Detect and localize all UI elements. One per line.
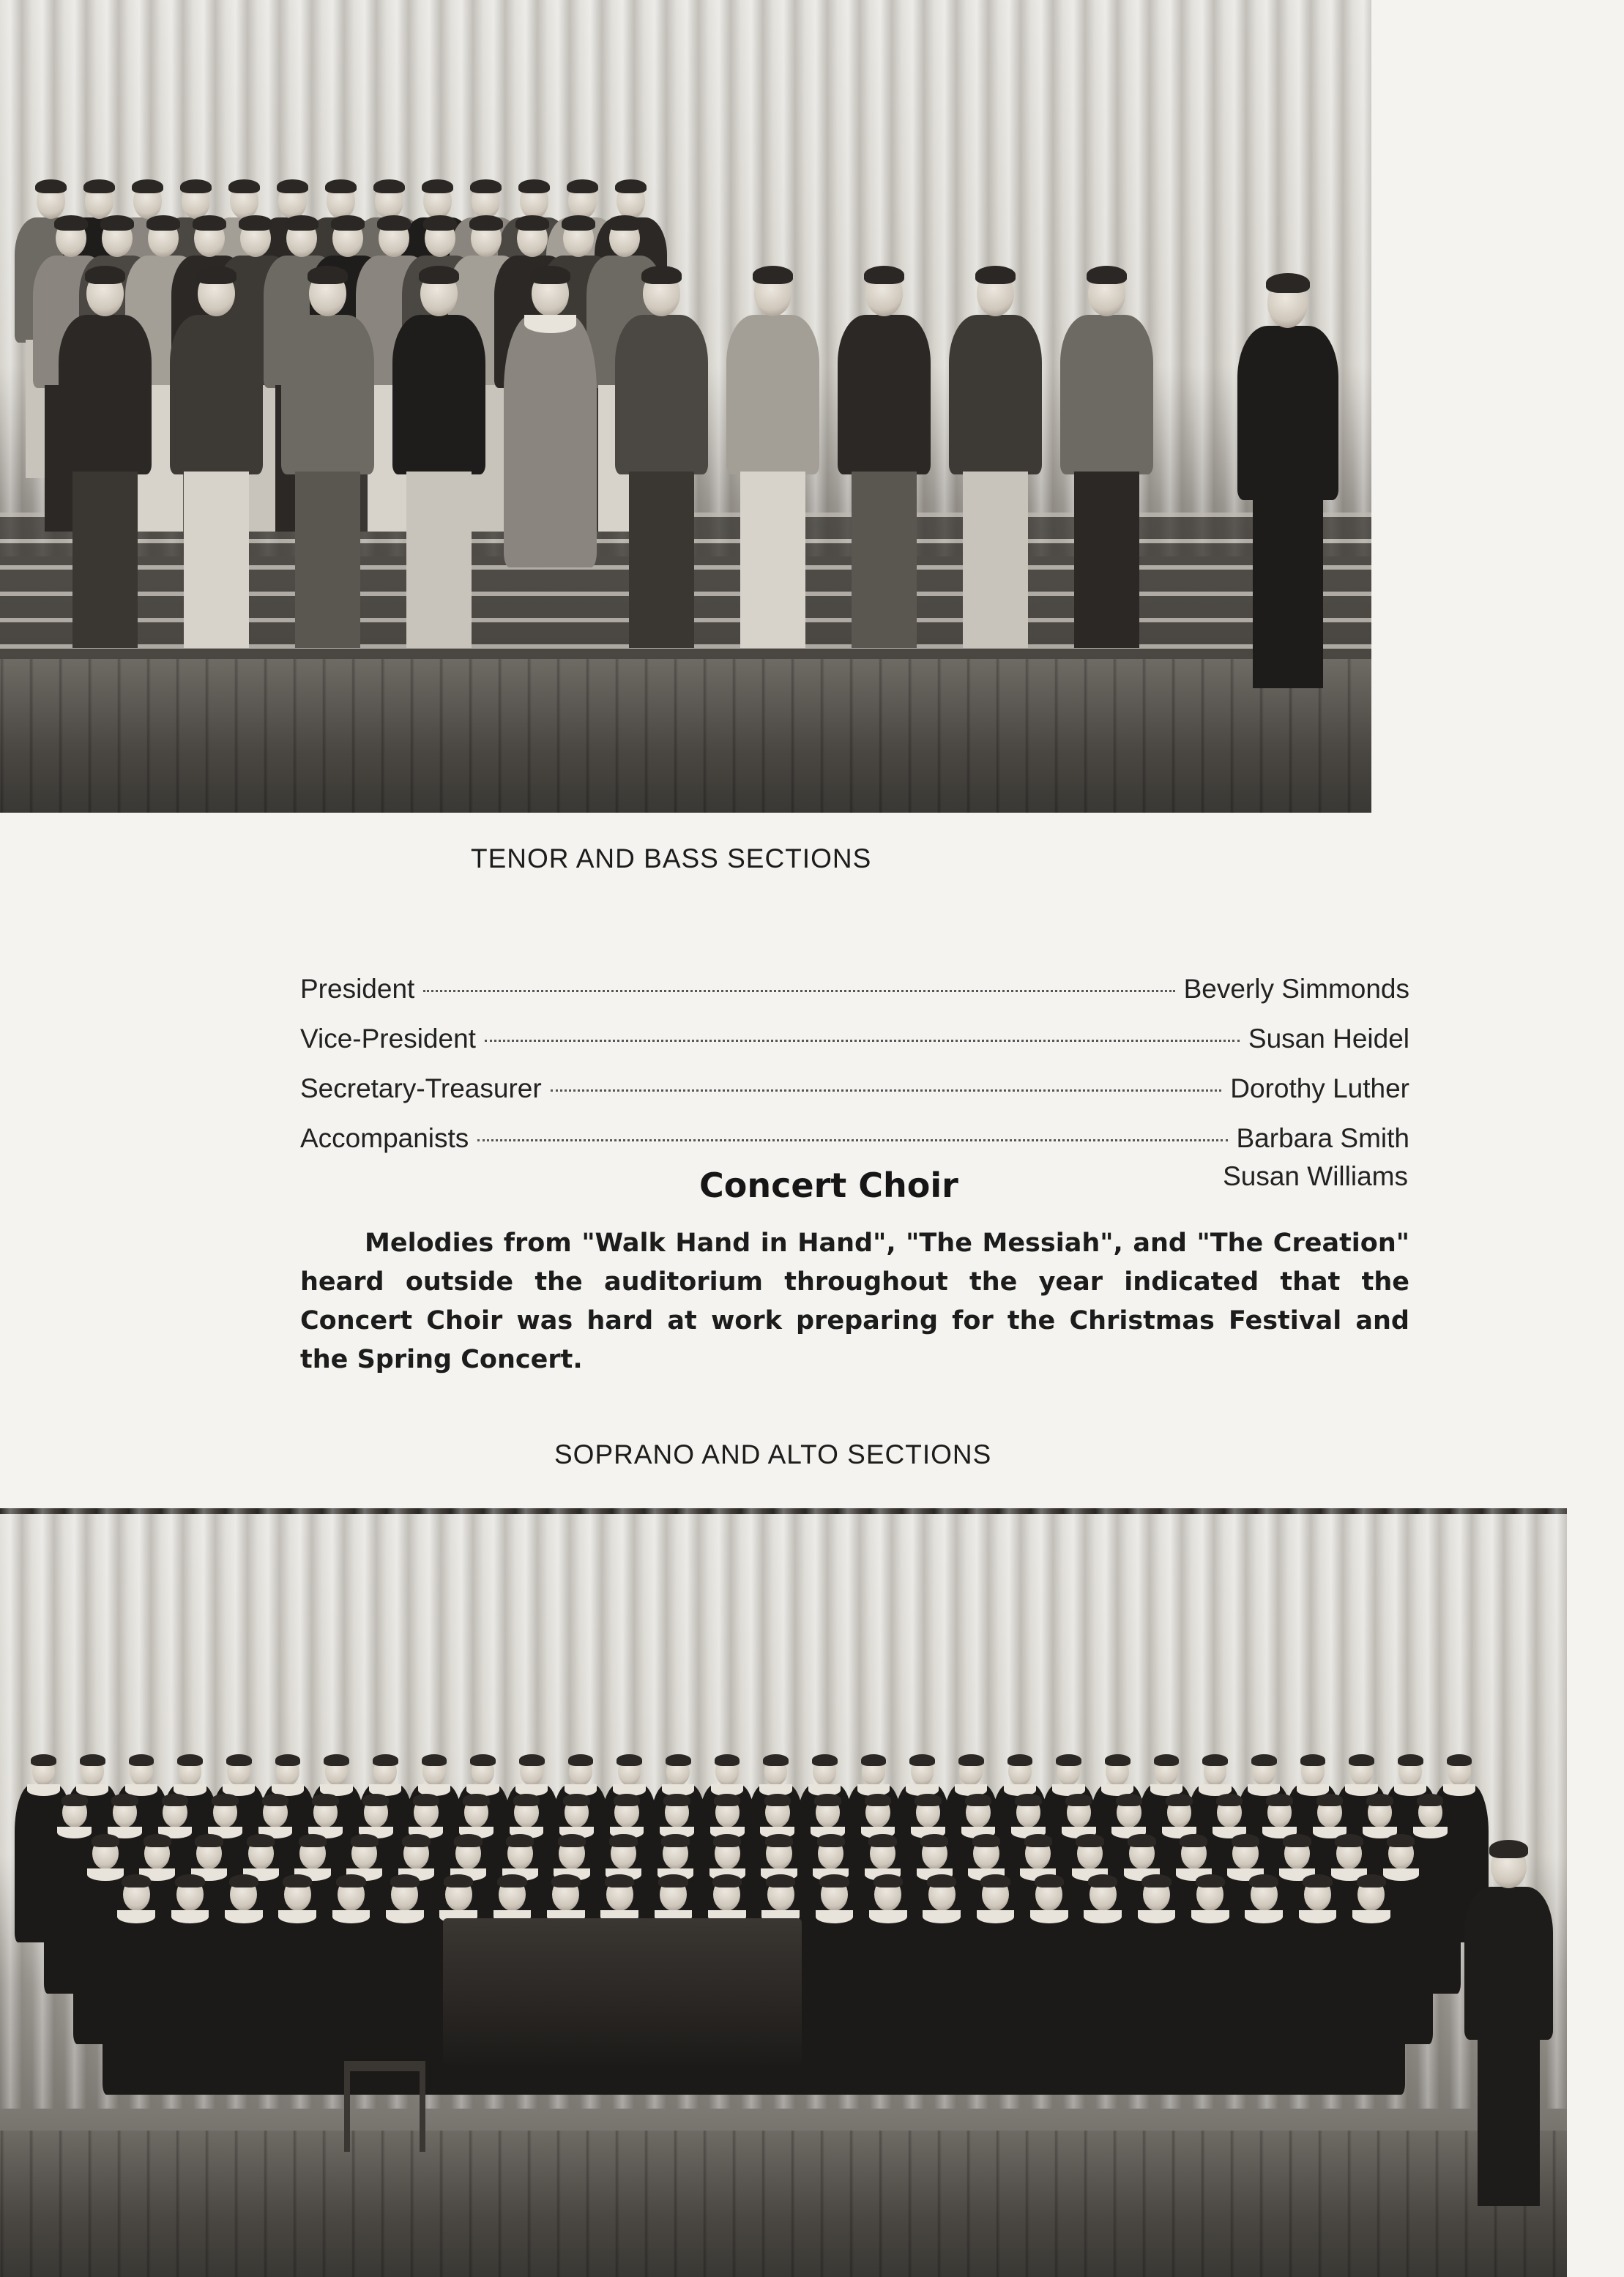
- figure-hair: [146, 215, 180, 231]
- figure-hair: [62, 1794, 88, 1806]
- figure-body: [170, 315, 263, 475]
- figure-hair: [519, 1754, 545, 1766]
- figure-legs: [1074, 472, 1139, 649]
- figure-hair: [518, 179, 550, 194]
- figure-hair: [1316, 1794, 1343, 1806]
- figure-hair: [283, 1874, 312, 1887]
- figure-hair: [1357, 1874, 1386, 1887]
- figure-hair: [1266, 273, 1310, 294]
- figure-hair: [1196, 1874, 1225, 1887]
- figure-hair: [814, 1794, 841, 1806]
- figure-hair: [390, 1874, 420, 1887]
- figure-hair: [1007, 1754, 1033, 1766]
- figure-hair: [615, 179, 647, 194]
- figure-hair: [1015, 1794, 1041, 1806]
- robe-collar: [1383, 1868, 1419, 1882]
- soprano-alto-photo: [0, 1508, 1567, 2277]
- figure-hair: [325, 179, 357, 194]
- officer-role: President: [300, 974, 415, 1004]
- figure-legs: [852, 472, 917, 649]
- figure-body: [392, 315, 485, 475]
- officer-row-president: [300, 974, 1409, 1009]
- figure-hair: [874, 1874, 903, 1887]
- figure-hair: [1202, 1754, 1228, 1766]
- figure-hair: [817, 1834, 845, 1847]
- figure-hair: [373, 179, 405, 194]
- figure-hair: [175, 1874, 204, 1887]
- figure-hair: [132, 179, 163, 194]
- figure-hair: [558, 1834, 586, 1847]
- figure-hair: [331, 215, 365, 231]
- figure-hair: [497, 1874, 526, 1887]
- figure-hair: [1154, 1754, 1180, 1766]
- dot-leader: [551, 1089, 1222, 1092]
- robe-collar: [1191, 1910, 1229, 1923]
- figure-hair: [1232, 1834, 1259, 1847]
- figure-hair: [764, 1794, 791, 1806]
- figure-hair: [663, 1794, 690, 1806]
- figure-hair: [1128, 1834, 1155, 1847]
- figure-hair: [753, 266, 793, 284]
- figure-hair: [714, 1794, 740, 1806]
- figure-hair: [861, 1754, 887, 1766]
- figure-legs: [72, 472, 138, 649]
- figure-hair: [312, 1794, 338, 1806]
- figure-hair: [351, 1834, 379, 1847]
- figure-hair: [980, 1874, 1010, 1887]
- figure-hair: [605, 1874, 634, 1887]
- figure-hair: [506, 1834, 534, 1847]
- figure-hair: [661, 1834, 689, 1847]
- figure-hair: [423, 215, 457, 231]
- stage-floor: [0, 2131, 1567, 2277]
- figure-hair: [469, 215, 503, 231]
- figure-hair: [373, 1754, 398, 1766]
- figure-hair: [180, 179, 212, 194]
- figure-body: [615, 315, 708, 475]
- figure-hair: [1366, 1794, 1393, 1806]
- figure-hair: [277, 179, 308, 194]
- figure-body: [1060, 315, 1153, 475]
- figure-hair: [422, 179, 453, 194]
- figure-hair: [362, 1794, 389, 1806]
- figure-hair: [196, 266, 236, 284]
- figure-legs: [963, 472, 1028, 649]
- figure-hair: [865, 1794, 891, 1806]
- figure-hair: [1266, 1794, 1292, 1806]
- figure-hair: [766, 1874, 795, 1887]
- figure-hair: [975, 266, 1016, 284]
- figure-hair: [1251, 1754, 1277, 1766]
- robe-collar: [87, 1868, 123, 1882]
- figure-hair: [915, 1794, 941, 1806]
- officer-row-secretary-treasurer: [300, 1073, 1409, 1108]
- officer-role: Secretary-Treasurer: [300, 1073, 542, 1103]
- figure-hair: [299, 1834, 327, 1847]
- figure-hair: [1249, 1874, 1278, 1887]
- dot-leader: [477, 1139, 1227, 1141]
- piano-bench: [344, 2061, 425, 2152]
- figure-hair: [1349, 1754, 1374, 1766]
- figure-hair: [819, 1874, 849, 1887]
- figure-hair: [195, 1834, 223, 1847]
- figure-hair: [100, 215, 134, 231]
- figure-hair: [1216, 1794, 1243, 1806]
- officer-row-vice-president: [300, 1024, 1409, 1059]
- figure-hair: [226, 1754, 252, 1766]
- figure-hair: [666, 1754, 691, 1766]
- figure-hair: [1300, 1754, 1326, 1766]
- figure-legs: [406, 472, 472, 649]
- figure-hair: [444, 1874, 473, 1887]
- robe-collar: [524, 315, 576, 333]
- figure-hair: [1447, 1754, 1472, 1766]
- figure-hair: [868, 1834, 896, 1847]
- figure-legs: [1478, 2037, 1540, 2206]
- figure-hair: [920, 1834, 948, 1847]
- figure-legs: [184, 472, 249, 649]
- figure-hair: [92, 1834, 119, 1847]
- figure-hair: [1387, 1834, 1415, 1847]
- figure-hair: [1088, 1874, 1117, 1887]
- figure-hair: [927, 1874, 956, 1887]
- figure-hair: [377, 215, 411, 231]
- figure-hair: [122, 1874, 151, 1887]
- figure-hair: [1087, 266, 1127, 284]
- figure-hair: [193, 215, 226, 231]
- figure-body: [838, 315, 931, 475]
- figure-hair: [239, 215, 272, 231]
- figure-hair: [567, 179, 598, 194]
- figure-hair: [1105, 1754, 1131, 1766]
- figure-hair: [229, 1874, 258, 1887]
- figure-hair: [31, 1754, 56, 1766]
- figure-hair: [1180, 1834, 1207, 1847]
- figure-hair: [641, 266, 682, 284]
- figure-hair: [562, 215, 595, 231]
- dot-leader: [423, 990, 1174, 992]
- figure-hair: [54, 215, 88, 231]
- figure-legs: [740, 472, 805, 649]
- officer-name: Beverly Simmonds: [1183, 974, 1409, 1004]
- figure-hair: [812, 1754, 838, 1766]
- figure-legs: [295, 472, 360, 649]
- figure-hair: [324, 1754, 349, 1766]
- figure-hair: [177, 1754, 203, 1766]
- figure-hair: [965, 1794, 991, 1806]
- robe-collar: [869, 1910, 907, 1923]
- figure-hair: [1141, 1874, 1171, 1887]
- tenor-bass-photo: [0, 0, 1371, 813]
- figure-hair: [1166, 1794, 1192, 1806]
- figure-hair: [972, 1834, 1000, 1847]
- figure-hair: [1283, 1834, 1311, 1847]
- figure-hair: [419, 266, 459, 284]
- figure-hair: [422, 1754, 447, 1766]
- figure-body: [949, 315, 1042, 475]
- figure-legs: [1253, 496, 1323, 689]
- figure-body: [1464, 1887, 1553, 2040]
- robe-collar: [1352, 1910, 1390, 1923]
- figure-hair: [336, 1874, 365, 1887]
- figure-hair: [144, 1834, 171, 1847]
- figure-hair: [617, 1754, 642, 1766]
- figure-hair: [530, 266, 570, 284]
- figure-hair: [111, 1794, 138, 1806]
- figure-hair: [162, 1794, 188, 1806]
- figure-hair: [470, 179, 502, 194]
- robe-collar: [1413, 1827, 1448, 1839]
- figure-hair: [1024, 1834, 1052, 1847]
- figure-hair: [85, 266, 125, 284]
- figure-hair: [129, 1754, 154, 1766]
- officer-name: Dorothy Luther: [1230, 1073, 1409, 1103]
- figure-body: [726, 315, 819, 475]
- figure-hair: [454, 1834, 482, 1847]
- figure-hair: [35, 179, 67, 194]
- grand-piano: [443, 1918, 802, 2065]
- figure-hair: [765, 1834, 793, 1847]
- figure-hair: [1335, 1834, 1363, 1847]
- figure-body: [1237, 326, 1338, 500]
- figure-hair: [1116, 1794, 1142, 1806]
- figure-hair: [262, 1794, 288, 1806]
- officer-role: Vice-President: [300, 1024, 476, 1054]
- section-heading: Concert Choir: [699, 1166, 958, 1205]
- figure-hair: [275, 1754, 301, 1766]
- figure-hair: [1065, 1794, 1092, 1806]
- figure-hair: [864, 266, 904, 284]
- figure-legs: [629, 472, 694, 649]
- robe-collar: [386, 1910, 424, 1923]
- figure-hair: [1417, 1794, 1443, 1806]
- figure-hair: [763, 1754, 789, 1766]
- figure-hair: [1056, 1754, 1081, 1766]
- figure-hair: [308, 266, 348, 284]
- stage-floor: [0, 659, 1371, 813]
- description-paragraph: Melodies from "Walk Hand in Hand", "The Messiah", and "The Creation" heard outside the auditorium throughout the year indicated that the Concert Choir was hard at work preparing for the Christmas Festival and the Spring Concert.: [300, 1229, 1409, 1374]
- figure-hair: [285, 215, 319, 231]
- top-photo-caption: TENOR AND BASS SECTIONS: [471, 843, 872, 873]
- figure-hair: [515, 215, 549, 231]
- figure-hair: [958, 1754, 984, 1766]
- figure-hair: [1303, 1874, 1332, 1887]
- figure-hair: [402, 1834, 430, 1847]
- figure-hair: [712, 1874, 742, 1887]
- figure-hair: [513, 1794, 540, 1806]
- figure-body: [1338, 1910, 1405, 2095]
- figure-hair: [247, 1834, 275, 1847]
- officer-row-accompanists: [300, 1123, 1409, 1158]
- officer-name: Susan Heidel: [1248, 1024, 1409, 1054]
- figure-body: [504, 315, 597, 567]
- figure-hair: [608, 215, 641, 231]
- figure-hair: [715, 1754, 740, 1766]
- second-accompanist-name: Susan Williams: [1223, 1161, 1408, 1191]
- figure-hair: [551, 1874, 581, 1887]
- robe-collar: [1030, 1910, 1068, 1923]
- figure-hair: [609, 1834, 637, 1847]
- figure-hair: [909, 1754, 935, 1766]
- figure-hair: [563, 1794, 589, 1806]
- bottom-photo-caption: SOPRANO AND ALTO SECTIONS: [554, 1439, 992, 1469]
- figure-hair: [614, 1794, 640, 1806]
- figure-hair: [212, 1794, 238, 1806]
- figure-hair: [228, 179, 260, 194]
- figure-hair: [568, 1754, 594, 1766]
- figure-hair: [470, 1754, 496, 1766]
- figure-body: [59, 315, 152, 475]
- figure-hair: [1035, 1874, 1064, 1887]
- figure-hair: [1489, 1840, 1528, 1857]
- figure-hair: [713, 1834, 741, 1847]
- officer-role: Accompanists: [300, 1123, 469, 1153]
- figure-hair: [1398, 1754, 1423, 1766]
- figure-hair: [463, 1794, 489, 1806]
- figure-hair: [80, 1754, 105, 1766]
- officer-name: Barbara Smith: [1236, 1123, 1409, 1153]
- figure-hair: [83, 179, 115, 194]
- figure-hair: [658, 1874, 688, 1887]
- figure-hair: [413, 1794, 439, 1806]
- robe-collar: [225, 1910, 263, 1923]
- figure-body: [281, 315, 374, 475]
- dot-leader: [485, 1040, 1240, 1042]
- figure-hair: [1076, 1834, 1103, 1847]
